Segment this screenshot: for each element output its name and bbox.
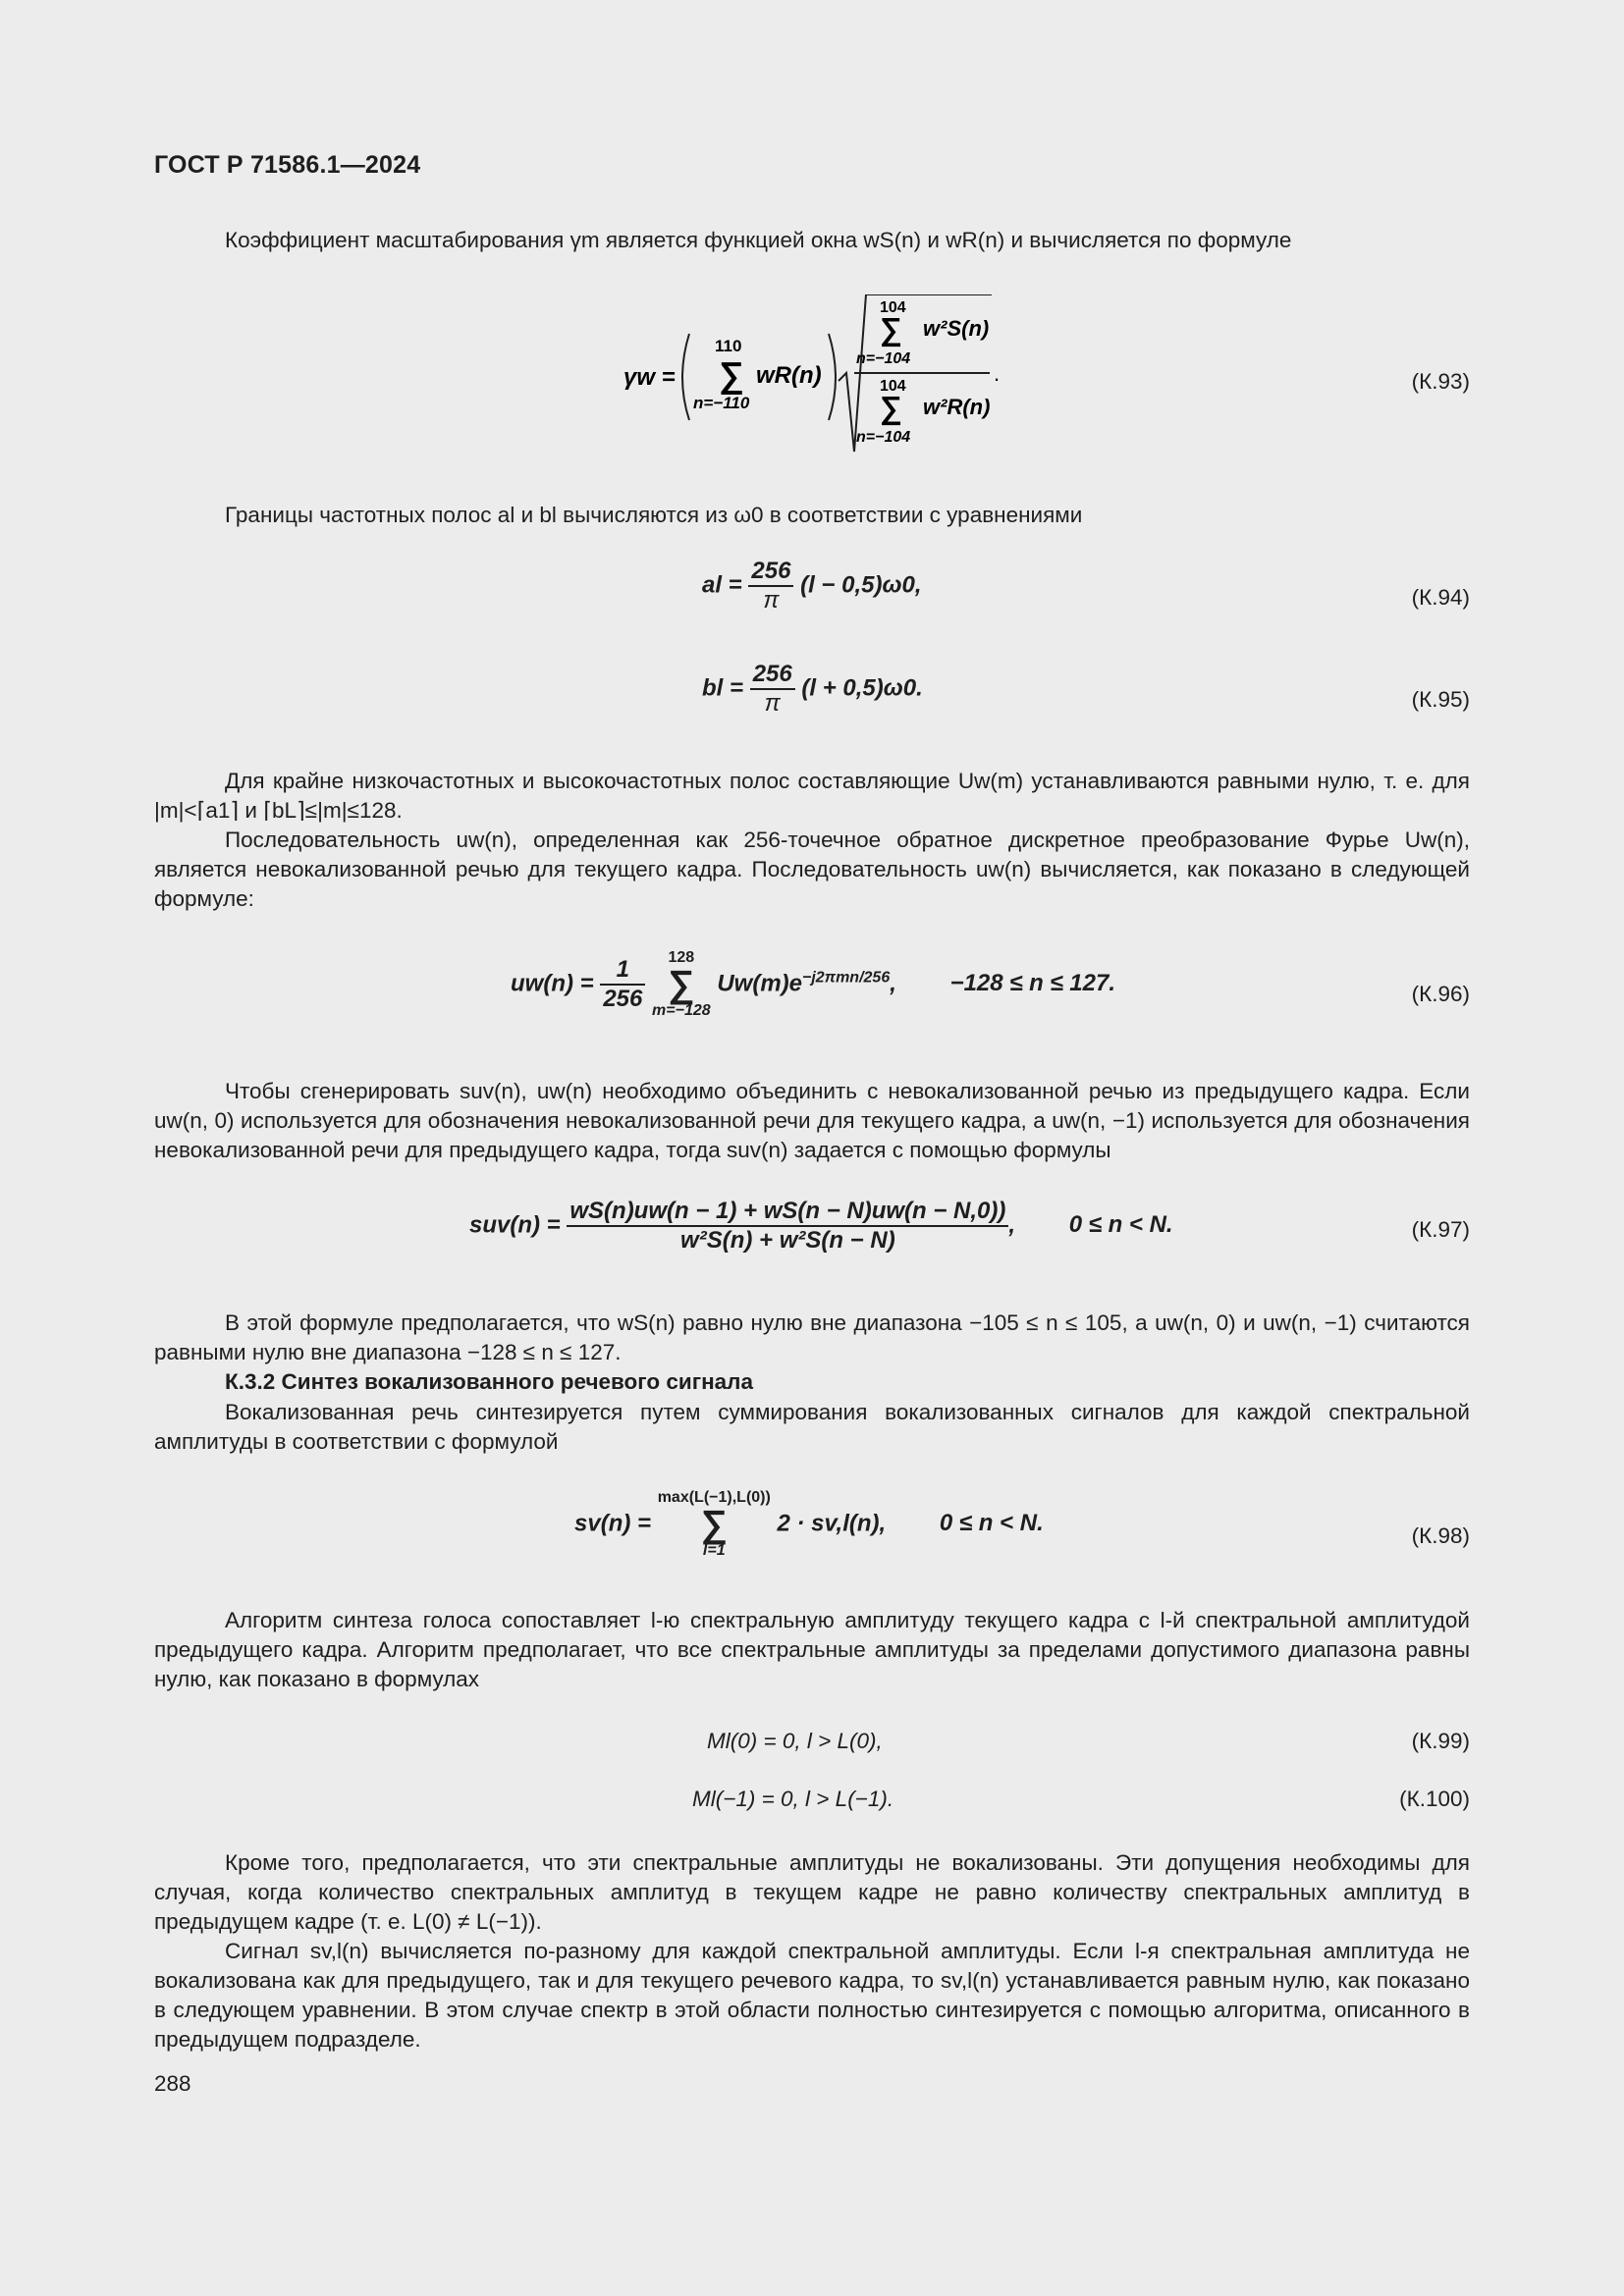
svg-text:∑: ∑ (880, 390, 902, 425)
eq-k97-cond: 0 ≤ n < N. (1068, 1211, 1173, 1239)
equation-number-k98: (К.98) (1411, 1523, 1470, 1548)
eq-k95-fraction (750, 661, 795, 718)
eq-k94-num: 256 (748, 558, 793, 587)
eq-k98-cond: 0 ≤ n < N. (939, 1510, 1044, 1537)
eq-k93-lhs: γw = (623, 364, 676, 391)
paragraph-unvoiced-sequence: Последовательность uw(n), определенная как 256-точечное обратное дискретное преобразование Фурье Uw(n), является невокализованной речью для текущего кадра. Последовательность uw(n) вычисляется, как показано в следующей формуле: (154, 828, 1470, 911)
eq-k96-sum (652, 950, 711, 1019)
eq-k95-den: π (764, 690, 781, 717)
eq-k96-num: 1 (600, 956, 645, 986)
equation-number-k93: (К.93) (1411, 369, 1470, 394)
equation-number-k99: (К.99) (1411, 1729, 1470, 1753)
sum-symbol-icon: ∑ (700, 1504, 728, 1545)
eq-k98-term: 2 · sv,l(n), (777, 1510, 887, 1537)
eq-k93-num-lower: n=−104 (856, 350, 911, 367)
equation-k96: uw(n) = $\frac{1}{256}$ 128 ∑ m=−128 $Uw(m)e^{-j2\pi mn/256}$, −128 ≤ n ≤ 127. (511, 949, 1116, 1019)
eq-k94-fraction (748, 558, 793, 614)
eq-k97-den: w²S(n) + w²S(n − N) (680, 1227, 895, 1254)
eq-k96-fraction (600, 956, 645, 1013)
equation-number-k95: (К.95) (1411, 687, 1470, 712)
eq-k96-cond: −128 ≤ n ≤ 127. (949, 970, 1116, 997)
eq-k94-den: π (763, 587, 780, 614)
page-number: 288 (154, 2071, 191, 2096)
eq-k95-num: 256 (750, 661, 795, 690)
paragraph-voice-algorithm: Алгоритм синтеза голоса сопоставляет l-ю спектральную амплитуду текущего кадра с l-й спектральной амплитудой предыдущего кадра. Алгоритм предполагает, что все спектральные амплитуды за пределами допустимого диапазона равны нулю, как показано в формулах (154, 1608, 1470, 1691)
equation-k93 (619, 294, 1011, 456)
equation-k98 (574, 1490, 1044, 1559)
paragraph-svl-signal: Сигнал sv,l(n) вычисляется по-разному для каждой спектральной амплитуды. Если l-я спектральная амплитуда не вокализована как для предыдущего, так и для текущего речевого кадра, то sv,l(n) устанавливается равным нулю, как показано в следующем уравнении. В этом случае спектр в этой области полностью синтезируется с помощью алгоритма, описанного в предыдущем подразделе. (154, 1939, 1470, 2052)
eq-k93-den-upper: 104 (880, 378, 906, 395)
paragraph-unvoiced-assumption: Кроме того, предполагается, что эти спектральные амплитуды не вокализованы. Эти допущения необходимы для случая, когда количество спектральных амплитуд в текущем кадре не равно количеству спектральных амплитуд в предыдущем кадре (т. е. L(0) ≠ L(−1)). (154, 1850, 1470, 1934)
paragraph-suv-generation: Чтобы сгенерировать suv(n), uw(n) необходимо объединить с невокализованной речью из предыдущего кадра. Если uw(n, 0) используется для обозначения невокализованной речи для текущего кадра, а uw(n, −1) используется для обозначения невокализованной речи для предыдущего кадра, тогда suv(n) задается с помощью формулы (154, 1079, 1470, 1162)
eq-k93-sum-upper: 110 (715, 337, 742, 355)
eq-k96-lhs: uw(n) = (511, 970, 594, 997)
svg-text:∑: ∑ (719, 354, 744, 395)
equation-k99: Ml(0) = 0, l > L(0), (707, 1729, 883, 1753)
equation-number-k96: (К.96) (1411, 982, 1470, 1006)
eq-k93-sum-lower: n=−110 (693, 394, 750, 412)
svg-text:.: . (994, 361, 1001, 386)
eq-k94-rhs: (l − 0,5)ω0, (800, 571, 922, 599)
eq-k97-lhs: suv(n) = (469, 1211, 561, 1239)
eq-k97-fraction (567, 1198, 1008, 1255)
section-heading-k32: К.3.2 Синтез вокализованного речевого сигнала (225, 1369, 753, 1394)
eq-k93-num-term: w²S(n) (923, 316, 990, 341)
equation-number-k97: (К.97) (1411, 1217, 1470, 1242)
svg-text:∑: ∑ (880, 311, 902, 347)
eq-k95-rhs: (l + 0,5)ω0. (801, 674, 923, 702)
eq-k93-inner: wR(n) (756, 362, 822, 389)
eq-k93-num-upper: 104 (880, 299, 906, 316)
eq-k96-den: 256 (603, 986, 643, 1012)
eq-k96-term: Uw(m)e (717, 970, 802, 997)
eq-k98-sum (658, 1490, 771, 1559)
eq-k98-lhs: sv(n) = (574, 1510, 652, 1537)
paragraph-band-boundaries: Границы частотных полос al и bl вычисляются из ω0 в соответствии с уравнениями (225, 503, 1083, 527)
eq-k97-num: wS(n)uw(n − 1) + wS(n − N)uw(n − N,0)) (567, 1198, 1008, 1227)
equation-k100: Ml(−1) = 0, l > L(−1). (692, 1787, 894, 1811)
eq-k96-exp: −j2πmn/256 (802, 969, 891, 987)
document-header: ГОСТ Р 71586.1—2024 (154, 151, 421, 179)
eq-k96-sum-lower: m=−128 (652, 1002, 711, 1019)
eq-k98-sum-upper: max(L(−1),L(0)) (657, 1489, 771, 1506)
eq-k98-sum-lower: l=1 (702, 1542, 726, 1559)
paragraph-scaling-coefficient: Коэффициент масштабирования γm является функцией окна wS(n) и wR(n) и вычисляется по формуле (225, 228, 1292, 252)
paragraph-voiced-synthesis: Вокализованная речь синтезируется путем суммирования вокализованных сигналов для каждой спектральной амплитуды в соответствии с формулой (154, 1400, 1470, 1454)
eq-k96-sum-upper: 128 (668, 949, 695, 966)
equation-k97: suv(n) = $\frac{wS(n)uw(n - 1) + wS(n - N)uw(n - N,0))}{\text{w²S(n) + w²S(n − N)}}$ , 0 ≤ n < N. (469, 1198, 1173, 1254)
equation-k95 (702, 661, 923, 718)
paragraph-extreme-bands: Для крайне низкочастотных и высокочастотных полос составляющие Uw(m) устанавливаются равными нулю, т. е. для |m|<⌈a1⌉ и ⌈bL⌉≤|m|≤128. (154, 769, 1470, 823)
eq-k95-lhs: bl = (702, 674, 744, 702)
equation-number-k94: (К.94) (1411, 585, 1470, 610)
sum-symbol-icon: ∑ (668, 964, 695, 1005)
paragraph-range-assumption: В этой формуле предполагается, что wS(n) равно нулю вне диапазона −105 ≤ n ≤ 105, а uw(n, 0) и uw(n, −1) считаются равными нулю вне диапазона −128 ≤ n ≤ 127. (154, 1310, 1470, 1364)
eq-k94-lhs: al = (702, 571, 742, 599)
eq-k93-den-lower: n=−104 (856, 429, 911, 446)
equation-k93-graphic (619, 294, 1011, 456)
equation-number-k100: (К.100) (1399, 1787, 1470, 1811)
eq-k93-den-term: w²R(n) (923, 395, 991, 419)
equation-k94 (702, 558, 922, 614)
